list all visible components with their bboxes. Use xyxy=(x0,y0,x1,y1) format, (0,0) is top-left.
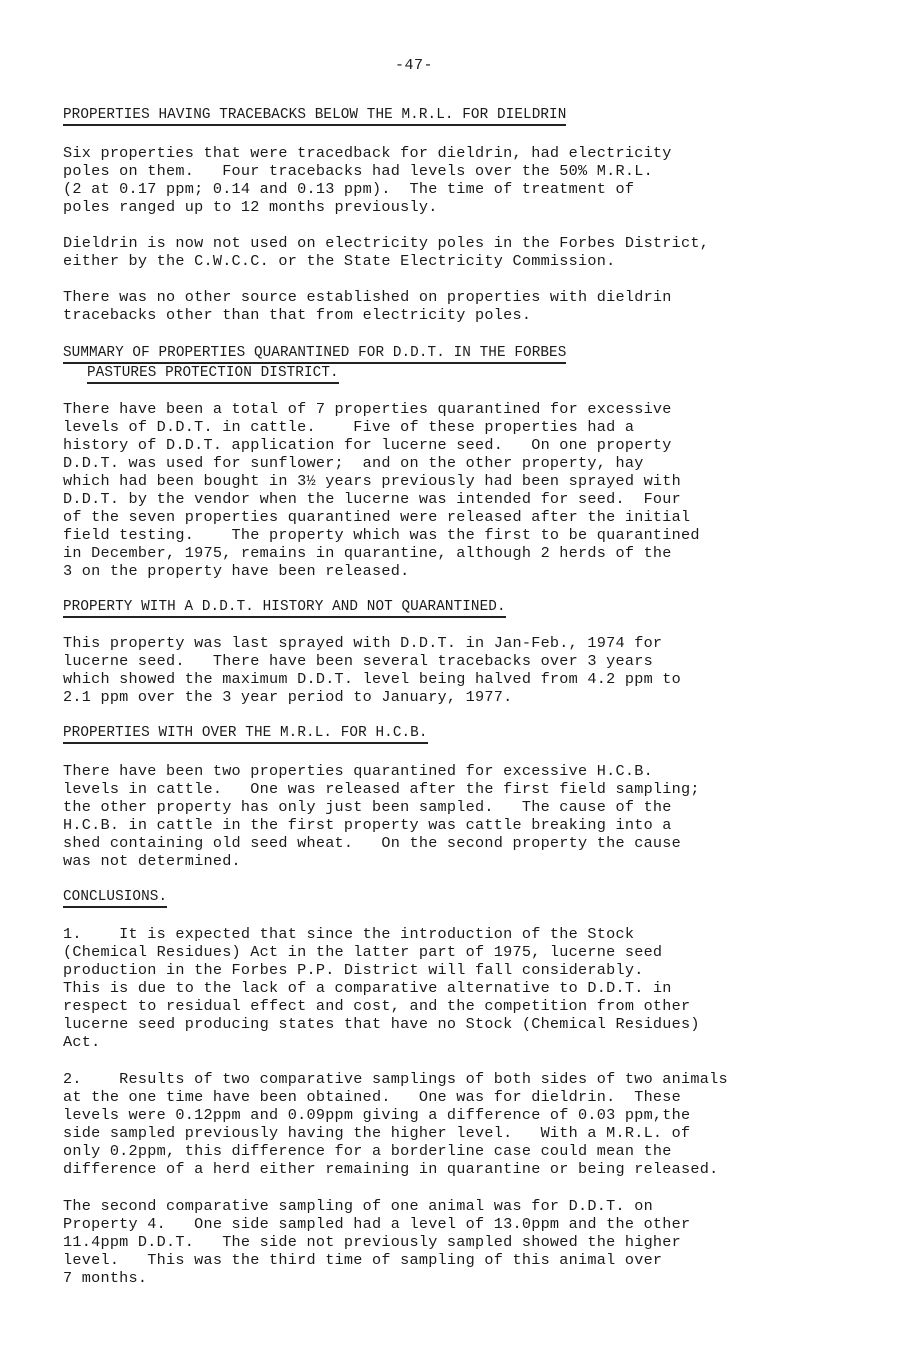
text-line: tracebacks other than that from electricity poles. xyxy=(63,306,532,324)
paragraph-hcb xyxy=(63,762,700,870)
text-line: D.D.T. by the vendor when the lucerne was intended for seed. Four xyxy=(63,490,682,508)
text-line: Property 4. One side sampled had a level of 13.0ppm and the other xyxy=(63,1215,691,1233)
text-line: 7 months. xyxy=(63,1269,148,1287)
heading-line: PROPERTY WITH A D.D.T. HISTORY AND NOT QUARANTINED. xyxy=(63,598,506,618)
paragraph-ddt-quarantined xyxy=(63,400,700,580)
text-line: history of D.D.T. application for lucerne seed. On one property xyxy=(63,436,672,454)
paragraph-second-sampling xyxy=(63,1197,690,1287)
section-heading-conclusions xyxy=(63,888,167,908)
text-line: 2.1 ppm over the 3 year period to January, 1977. xyxy=(63,688,513,706)
text-line: in December, 1975, remains in quarantine, although 2 herds of the xyxy=(63,544,672,562)
heading-line: PASTURES PROTECTION DISTRICT. xyxy=(87,364,339,384)
text-line: levels of D.D.T. in cattle. Five of these properties had a xyxy=(63,418,635,436)
text-line: 1. It is expected that since the introduction of the Stock xyxy=(63,925,635,943)
section-heading-dieldrin-tracebacks xyxy=(63,106,566,126)
heading-line: SUMMARY OF PROPERTIES QUARANTINED FOR D.D.T. IN THE FORBES xyxy=(63,344,566,364)
text-line: Dieldrin is now not used on electricity poles in the Forbes District, xyxy=(63,234,710,252)
text-line: which showed the maximum D.D.T. level being halved from 4.2 ppm to xyxy=(63,670,682,688)
paragraph-dieldrin-not-used xyxy=(63,234,709,270)
paragraph-dieldrin-poles xyxy=(63,144,672,216)
text-line: difference of a herd either remaining in quarantine or being released. xyxy=(63,1160,719,1178)
text-line: Act. xyxy=(63,1033,101,1051)
text-line: The second comparative sampling of one animal was for D.D.T. on xyxy=(63,1197,653,1215)
text-line: level. This was the third time of sampling of this animal over xyxy=(63,1251,663,1269)
text-line: 2. Results of two comparative samplings of both sides of two animals xyxy=(63,1070,728,1088)
text-line: This property was last sprayed with D.D.T. in Jan-Feb., 1974 for xyxy=(63,634,663,652)
text-line: levels in cattle. One was released after the first field sampling; xyxy=(63,780,700,798)
text-line: which had been bought in 3½ years previously had been sprayed with xyxy=(63,472,682,490)
text-line: side sampled previously having the higher level. With a M.R.L. of xyxy=(63,1124,691,1142)
text-line: was not determined. xyxy=(63,852,241,870)
text-line: lucerne seed producing states that have no Stock (Chemical Residues) xyxy=(63,1015,700,1033)
paragraph-no-other-source xyxy=(63,288,672,324)
text-line: Six properties that were tracedback for dieldrin, had electricity xyxy=(63,144,672,162)
text-line: There have been two properties quarantined for excessive H.C.B. xyxy=(63,762,653,780)
heading-line: PROPERTIES WITH OVER THE M.R.L. FOR H.C.B. xyxy=(63,724,428,744)
section-heading-ddt-summary xyxy=(63,344,566,384)
heading-line: CONCLUSIONS. xyxy=(63,888,167,908)
text-line: either by the C.W.C.C. or the State Electricity Commission. xyxy=(63,252,616,270)
text-line: (2 at 0.17 ppm; 0.14 and 0.13 ppm). The time of treatment of xyxy=(63,180,635,198)
page-number: -47- xyxy=(395,57,434,74)
text-line: poles on them. Four tracebacks had levels over the 50% M.R.L. xyxy=(63,162,653,180)
text-line: respect to residual effect and cost, and the competition from other xyxy=(63,997,691,1015)
text-line: D.D.T. was used for sunflower; and on the other property, hay xyxy=(63,454,644,472)
text-line: levels were 0.12ppm and 0.09ppm giving a difference of 0.03 ppm,the xyxy=(63,1106,691,1124)
text-line: the other property has only just been sampled. The cause of the xyxy=(63,798,672,816)
text-line: poles ranged up to 12 months previously. xyxy=(63,198,438,216)
text-line: (Chemical Residues) Act in the latter part of 1975, lucerne seed xyxy=(63,943,663,961)
text-line: production in the Forbes P.P. District will fall considerably. xyxy=(63,961,644,979)
text-line: This is due to the lack of a comparative alternative to D.D.T. in xyxy=(63,979,672,997)
text-line: at the one time have been obtained. One was for dieldrin. These xyxy=(63,1088,682,1106)
text-line: H.C.B. in cattle in the first property was cattle breaking into a xyxy=(63,816,672,834)
text-line: only 0.2ppm, this difference for a borderline case could mean the xyxy=(63,1142,672,1160)
text-line: shed containing old seed wheat. On the second property the cause xyxy=(63,834,682,852)
text-line: lucerne seed. There have been several tracebacks over 3 years xyxy=(63,652,653,670)
text-line: There was no other source established on properties with dieldrin xyxy=(63,288,672,306)
paragraph-conclusion-1 xyxy=(63,925,700,1051)
paragraph-ddt-history xyxy=(63,634,681,706)
text-line: field testing. The property which was the first to be quarantined xyxy=(63,526,700,544)
text-line: 11.4ppm D.D.T. The side not previously sampled showed the higher xyxy=(63,1233,682,1251)
text-line: of the seven properties quarantined were released after the initial xyxy=(63,508,691,526)
section-heading-ddt-not-quarantined xyxy=(63,598,506,618)
heading-line: PROPERTIES HAVING TRACEBACKS BELOW THE M.R.L. FOR DIELDRIN xyxy=(63,106,566,126)
text-line: There have been a total of 7 properties quarantined for excessive xyxy=(63,400,672,418)
section-heading-hcb xyxy=(63,724,428,744)
text-line: 3 on the property have been released. xyxy=(63,562,410,580)
paragraph-conclusion-2 xyxy=(63,1070,728,1178)
